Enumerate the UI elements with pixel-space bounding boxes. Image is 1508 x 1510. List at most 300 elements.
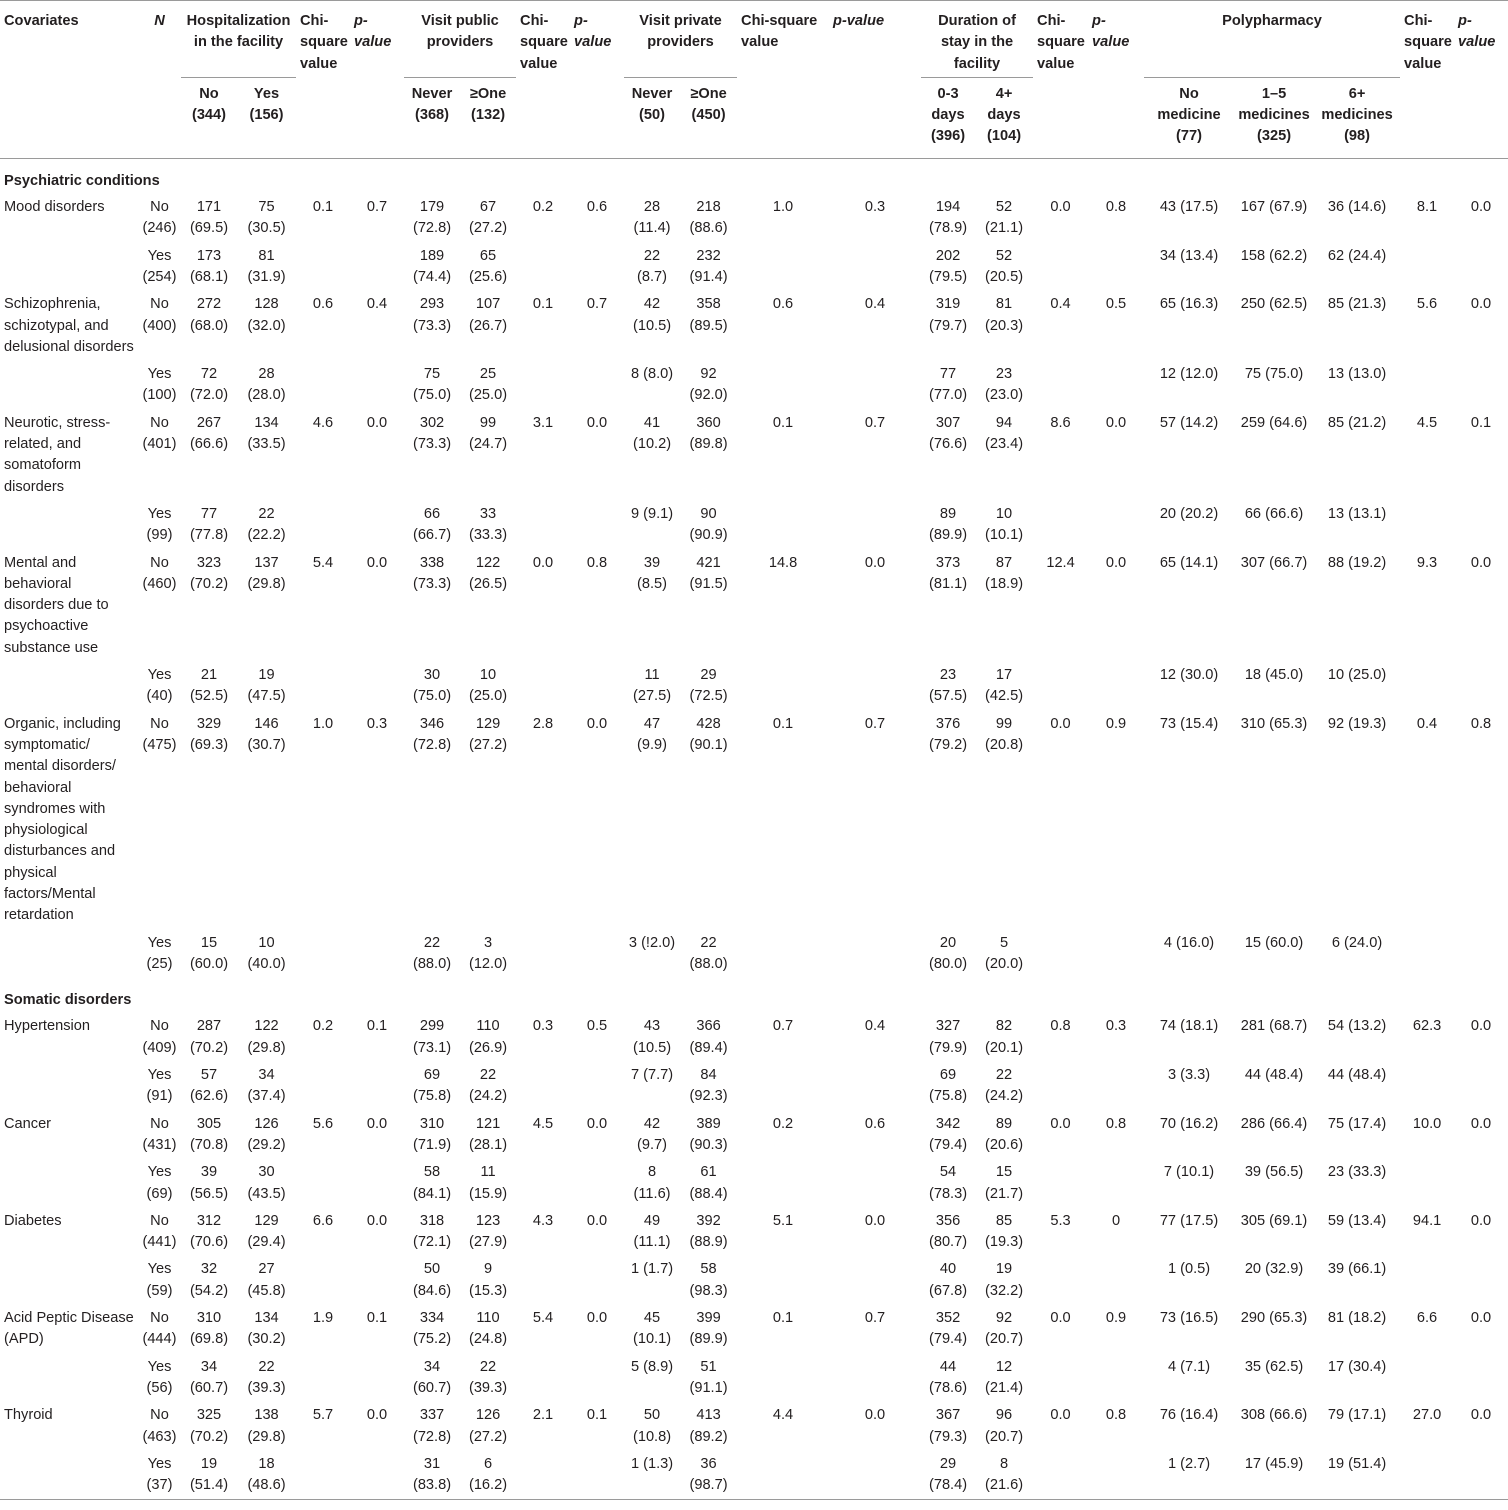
- table-cell: [516, 1451, 570, 1500]
- table-cell: 77 (77.8): [189, 505, 229, 544]
- table-cell: 232 (91.4): [689, 247, 728, 285]
- table-cell: 40 (67.8): [928, 1261, 968, 1299]
- table-cell: 34 (60.7): [412, 1358, 452, 1396]
- table-cell: 342 (79.4): [928, 1115, 968, 1153]
- n-cell: Yes (56): [146, 1358, 173, 1396]
- table-cell: 0.0: [1470, 1407, 1492, 1424]
- table-cell: 310 (71.9): [412, 1115, 452, 1153]
- table-cell: 310 (65.3): [1240, 715, 1308, 732]
- header-public: Visit public providers: [404, 1, 516, 78]
- table-cell: 25 (25.0): [468, 366, 508, 404]
- table-cell: 8.6: [1050, 414, 1071, 431]
- table-cell: 9 (9.1): [630, 505, 674, 522]
- table-cell: 0.0: [366, 554, 388, 571]
- table-cell: 0.0: [864, 1407, 886, 1424]
- table-cell: 10 (10.1): [984, 505, 1024, 544]
- table-cell: [570, 1354, 624, 1403]
- table-body: [0, 158, 1508, 1500]
- table-cell: [1454, 501, 1508, 550]
- table-cell: 110 (26.9): [468, 1018, 508, 1056]
- table-cell: 52 (21.1): [984, 199, 1024, 237]
- table-cell: [296, 1062, 350, 1111]
- table-cell: 0.1: [366, 1018, 388, 1035]
- table-cell: 0.1: [772, 1310, 794, 1327]
- table-cell: 293 (73.3): [412, 296, 452, 334]
- table-cell: 0.6: [586, 199, 608, 216]
- table-cell: 4.5: [1416, 414, 1438, 431]
- table-row: [0, 501, 1508, 550]
- table-cell: [829, 243, 921, 292]
- table-cell: 72 (72.0): [189, 366, 229, 404]
- header-chi-public: Chi-square value: [520, 13, 568, 72]
- table-cell: 0.0: [1470, 296, 1492, 313]
- table-cell: 2.1: [532, 1407, 554, 1424]
- table-cell: 194 (78.9): [928, 199, 968, 237]
- table-cell: 0.2: [532, 199, 554, 216]
- table-row: [0, 361, 1508, 410]
- n-cell: No (460): [142, 554, 177, 592]
- table-cell: 0.1: [586, 1407, 608, 1424]
- covariate-cell: Organic, including symptomatic/ mental disorders/ behavioral syndromes with physiological disturbances and physical factors/Mental retardation: [4, 715, 121, 924]
- table-cell: 0.0: [586, 1310, 608, 1327]
- table-cell: 126 (29.2): [247, 1115, 286, 1153]
- table-cell: [737, 1062, 829, 1111]
- table-cell: 0.0: [864, 554, 886, 571]
- table-cell: 6 (16.2): [460, 1451, 516, 1500]
- table-cell: 4.4: [772, 1407, 794, 1424]
- table-cell: 123 (27.9): [468, 1212, 508, 1251]
- header-chi-hosp: Chi-square value: [300, 13, 348, 72]
- n-cell: No (246): [142, 199, 177, 237]
- table-cell: 0.3: [366, 715, 388, 732]
- table-cell: [1088, 501, 1144, 550]
- table-cell: 30 (75.0): [412, 667, 452, 705]
- table-cell: 0.0: [1050, 1310, 1071, 1327]
- n-cell: No (401): [142, 414, 177, 453]
- table-cell: 81 (18.2): [1327, 1310, 1387, 1327]
- covariate-cell: Neurotic, stress-related, and somatoform disorders: [4, 414, 111, 495]
- table-cell: 0.4: [1050, 296, 1071, 313]
- table-cell: 85 (21.2): [1327, 414, 1387, 431]
- table-cell: 1.9: [312, 1310, 334, 1327]
- header-chi-private: Chi-square value: [741, 13, 818, 51]
- n-cell: No (431): [142, 1115, 177, 1153]
- n-cell: Yes (25): [146, 934, 173, 972]
- section-header: [0, 158, 1508, 194]
- table-cell: 61 (88.4): [689, 1164, 728, 1202]
- covariate-cell: Diabetes: [4, 1212, 62, 1229]
- table-cell: 1 (0.5): [1167, 1261, 1211, 1278]
- n-cell: No (409): [142, 1018, 177, 1056]
- table-cell: 189 (74.4): [412, 247, 452, 285]
- table-cell: 23 (23.0): [984, 366, 1024, 404]
- table-cell: 92 (19.3): [1327, 715, 1387, 732]
- covariate-cell: [0, 501, 138, 550]
- table-cell: 0.9: [1105, 1310, 1127, 1327]
- n-cell: No (463): [142, 1407, 177, 1445]
- table-cell: 15 (21.7): [984, 1164, 1024, 1202]
- table-cell: 318 (72.1): [412, 1212, 452, 1251]
- table-cell: 4.3: [532, 1212, 554, 1229]
- table-cell: 58 (84.1): [412, 1164, 452, 1202]
- table-cell: [1400, 243, 1454, 292]
- table-cell: 167 (67.9): [1240, 199, 1308, 216]
- table-cell: 29 (78.4): [921, 1451, 975, 1500]
- covariate-cell: Hypertension: [4, 1018, 90, 1035]
- table-cell: 22 (8.7): [637, 247, 668, 285]
- table-cell: [829, 930, 921, 979]
- table-cell: 22 (39.3): [468, 1358, 508, 1396]
- table-cell: 10 (25.0): [468, 667, 508, 705]
- header-duration: Duration of stay in the facility: [921, 1, 1033, 78]
- table-cell: 10 (25.0): [1327, 667, 1387, 684]
- table-cell: 34 (60.7): [189, 1358, 229, 1396]
- subheader-duration-long: 4+ days (104): [986, 85, 1022, 145]
- table-cell: 0.0: [1470, 1310, 1492, 1327]
- table-cell: 11 (27.5): [632, 667, 672, 705]
- table-cell: [1454, 1256, 1508, 1305]
- table-cell: 88 (19.2): [1327, 554, 1387, 571]
- table-cell: [1088, 1256, 1144, 1305]
- table-cell: 0.6: [772, 296, 794, 313]
- table-cell: [1033, 1354, 1088, 1403]
- n-cell: Yes (40): [146, 667, 173, 705]
- table-cell: 299 (73.1): [412, 1018, 452, 1056]
- table-cell: 1 (1.3): [624, 1451, 680, 1500]
- table-cell: 19 (32.2): [984, 1261, 1024, 1299]
- table-cell: 85 (21.3): [1327, 296, 1387, 313]
- covariate-cell: Mood disorders: [4, 199, 105, 216]
- table-cell: 0.0: [1470, 554, 1492, 571]
- table-cell: [1400, 930, 1454, 979]
- table-cell: 44 (48.4): [1327, 1067, 1387, 1084]
- table-cell: 0.0: [586, 1212, 608, 1229]
- table-cell: 218 (88.6): [689, 199, 728, 237]
- table-cell: 18 (45.0): [1244, 667, 1304, 684]
- table-cell: 65 (25.6): [468, 247, 508, 285]
- table-cell: [1088, 930, 1144, 979]
- table-cell: [296, 361, 350, 410]
- table-cell: 92 (92.0): [689, 366, 728, 404]
- table-cell: 0.3: [864, 199, 886, 216]
- table-cell: 5.3: [1050, 1212, 1071, 1229]
- n-cell: Yes (254): [142, 247, 177, 285]
- table-cell: 3 (!2.0): [628, 934, 676, 951]
- table-cell: 43 (17.5): [1159, 199, 1219, 216]
- table-cell: 0.7: [772, 1018, 794, 1035]
- section-title: Psychiatric conditions: [4, 172, 160, 189]
- table-cell: [1033, 243, 1088, 292]
- table-cell: 12 (21.4): [984, 1358, 1024, 1396]
- covariate-cell: [0, 1451, 138, 1500]
- table-cell: 89 (20.6): [984, 1115, 1024, 1153]
- table-cell: 3 (12.0): [468, 934, 508, 972]
- table-cell: [350, 930, 404, 979]
- table-cell: 12 (30.0): [1159, 667, 1219, 684]
- table-cell: 36 (14.6): [1327, 199, 1387, 216]
- table-cell: 92 (20.7): [984, 1310, 1024, 1348]
- table-cell: 58 (98.3): [689, 1261, 728, 1299]
- table-cell: [516, 361, 570, 410]
- table-cell: 0.4: [1416, 715, 1438, 732]
- table-cell: [829, 1354, 921, 1403]
- table-cell: [1400, 1159, 1454, 1208]
- table-cell: 5 (20.0): [984, 934, 1024, 972]
- table-cell: 1 (1.7): [630, 1261, 674, 1278]
- section-title: Somatic disorders: [4, 992, 132, 1009]
- table-cell: 126 (27.2): [468, 1407, 508, 1445]
- table-cell: [737, 243, 829, 292]
- table-cell: 129 (29.4): [247, 1212, 286, 1251]
- header-p-private: p-value: [833, 13, 885, 29]
- table-cell: 158 (62.2): [1240, 247, 1308, 264]
- table-row: [0, 243, 1508, 292]
- table-cell: 171 (69.5): [189, 199, 229, 237]
- covariate-cell: Mental and behavioral disorders due to psychoactive substance use: [4, 554, 109, 656]
- table-cell: 43 (10.5): [632, 1018, 672, 1056]
- table-cell: [1033, 1062, 1088, 1111]
- table-cell: [350, 243, 404, 292]
- table-cell: [570, 930, 624, 979]
- subheader-public-never: Never (368): [411, 85, 453, 124]
- table-cell: 286 (66.4): [1240, 1115, 1308, 1132]
- covariate-cell: [0, 1062, 138, 1111]
- table-cell: 367 (79.3): [928, 1407, 968, 1445]
- n-cell: No (444): [142, 1310, 177, 1348]
- table-cell: 39 (8.5): [637, 554, 668, 592]
- table-cell: 51 (91.1): [689, 1358, 728, 1396]
- table-cell: 11 (15.9): [468, 1164, 508, 1202]
- table-cell: [829, 1159, 921, 1208]
- table-cell: 0.1: [772, 414, 794, 431]
- table-cell: 32 (54.2): [189, 1261, 229, 1299]
- table-cell: 0.0: [1470, 199, 1492, 216]
- table-cell: 2.8: [532, 715, 554, 732]
- table-cell: 20 (80.0): [928, 934, 968, 972]
- table-cell: 50 (10.8): [632, 1407, 672, 1445]
- table-cell: 3.1: [532, 414, 554, 431]
- table-cell: [1033, 1451, 1088, 1500]
- covariate-cell: [0, 930, 138, 979]
- table-cell: 376 (79.2): [928, 715, 968, 753]
- table-row: [0, 550, 1508, 662]
- table-cell: 42 (9.7): [637, 1115, 668, 1153]
- table-cell: 59 (13.4): [1327, 1212, 1387, 1229]
- table-cell: [737, 1354, 829, 1403]
- table-cell: 9.3: [1416, 554, 1438, 571]
- table-cell: 0.3: [1105, 1018, 1127, 1035]
- table-cell: 57 (14.2): [1159, 414, 1219, 431]
- table-cell: 0.2: [312, 1018, 334, 1035]
- table-cell: 0.7: [864, 1310, 886, 1327]
- table-cell: [1454, 1159, 1508, 1208]
- table-cell: 69 (75.8): [928, 1067, 968, 1105]
- table-row: [0, 1451, 1508, 1500]
- table-cell: 75 (75.0): [1244, 366, 1304, 383]
- table-cell: [350, 501, 404, 550]
- table-cell: [350, 1159, 404, 1208]
- table-cell: 84 (92.3): [689, 1067, 728, 1105]
- table-cell: 5.4: [312, 554, 334, 571]
- table-cell: 305 (70.8): [189, 1115, 229, 1153]
- table-cell: 21 (52.5): [189, 667, 229, 705]
- table-cell: [1088, 1451, 1144, 1500]
- header-p-duration: p-value: [1092, 13, 1130, 51]
- table-cell: 39 (56.5): [189, 1164, 229, 1202]
- n-cell: Yes (100): [142, 366, 177, 404]
- table-cell: 1 (2.7): [1144, 1451, 1234, 1500]
- table-cell: 0.0: [366, 1115, 388, 1132]
- covariate-cell: [0, 1354, 138, 1403]
- table-row: [0, 291, 1508, 361]
- table-cell: [350, 662, 404, 711]
- table-cell: [570, 501, 624, 550]
- table-cell: 421 (91.5): [689, 554, 728, 592]
- table-cell: [1454, 1354, 1508, 1403]
- table-cell: 39 (56.5): [1244, 1164, 1304, 1181]
- table-cell: 0.7: [864, 414, 886, 431]
- n-cell: No (441): [142, 1212, 177, 1251]
- table-cell: 7 (7.7): [630, 1067, 674, 1084]
- table-cell: 360 (89.8): [689, 414, 728, 453]
- table-cell: 0.0: [1050, 199, 1071, 216]
- table-row: [0, 930, 1508, 979]
- table-cell: 138 (29.8): [247, 1407, 286, 1445]
- table-cell: [1088, 1062, 1144, 1111]
- table-cell: 77 (17.5): [1159, 1212, 1219, 1229]
- table-cell: [737, 1451, 829, 1500]
- table-cell: 179 (72.8): [412, 199, 452, 237]
- table-row: [0, 1305, 1508, 1354]
- table-cell: [1088, 662, 1144, 711]
- table-cell: 10 (40.0): [247, 934, 286, 972]
- table-cell: 5.7: [312, 1407, 334, 1424]
- table-cell: 12.4: [1046, 554, 1075, 571]
- table-cell: 66 (66.7): [412, 505, 452, 544]
- table-cell: 75 (17.4): [1327, 1115, 1387, 1132]
- table-cell: 6 (24.0): [1331, 934, 1383, 951]
- table-cell: [737, 930, 829, 979]
- subheader-public-one: ≥One (132): [469, 85, 507, 124]
- table-cell: 0.0: [1050, 1407, 1071, 1424]
- table-cell: 99 (20.8): [984, 715, 1024, 753]
- table-cell: 0.8: [1105, 1407, 1127, 1424]
- table-cell: [296, 1354, 350, 1403]
- table-cell: 392 (88.9): [689, 1212, 728, 1251]
- table-cell: [296, 1256, 350, 1305]
- table-cell: 31 (83.8): [404, 1451, 460, 1500]
- table-cell: 28 (11.4): [633, 199, 671, 237]
- subheader-poly-none: No medicine (77): [1157, 85, 1221, 145]
- table-cell: 20 (32.9): [1244, 1261, 1304, 1278]
- table-cell: 0.1: [532, 296, 554, 313]
- table-cell: [1033, 361, 1088, 410]
- table-cell: 74 (18.1): [1159, 1018, 1219, 1035]
- table-cell: 0.4: [864, 1018, 886, 1035]
- table-cell: 14.8: [768, 554, 798, 571]
- table-cell: [1454, 930, 1508, 979]
- table-cell: 0: [1111, 1212, 1121, 1229]
- table-cell: 373 (81.1): [928, 554, 968, 592]
- table-cell: 3 (3.3): [1167, 1067, 1211, 1084]
- table-cell: 346 (72.8): [412, 715, 452, 753]
- table-cell: 329 (69.3): [189, 715, 229, 753]
- table-cell: 22 (24.2): [468, 1067, 508, 1105]
- table-cell: 0.0: [1105, 554, 1127, 571]
- table-cell: 28 (28.0): [247, 366, 286, 404]
- table-cell: 99 (24.7): [468, 414, 508, 453]
- table-cell: 0.8: [1470, 715, 1492, 732]
- table-row: [0, 1062, 1508, 1111]
- table-cell: 1.0: [312, 715, 334, 732]
- table-cell: 0.9: [1105, 715, 1127, 732]
- table-cell: 389 (90.3): [689, 1115, 728, 1153]
- table-cell: 0.0: [366, 1407, 388, 1424]
- table-cell: 0.8: [586, 554, 608, 571]
- table-row: [0, 1208, 1508, 1257]
- table-cell: 23 (57.5): [928, 667, 968, 705]
- table-cell: 44 (48.4): [1244, 1067, 1304, 1084]
- table-cell: 5.4: [532, 1310, 554, 1327]
- table-cell: 5.6: [312, 1115, 334, 1132]
- table-cell: 259 (64.6): [1240, 414, 1308, 431]
- table-cell: 0.0: [532, 554, 554, 571]
- table-cell: 4.6: [312, 414, 334, 431]
- table-cell: [296, 501, 350, 550]
- table-cell: [516, 1256, 570, 1305]
- table-cell: 87 (18.9): [984, 554, 1024, 592]
- table-cell: 0.7: [586, 296, 608, 313]
- table-cell: [1454, 1062, 1508, 1111]
- table-cell: 0.2: [772, 1115, 794, 1132]
- n-cell: No (400): [142, 296, 177, 334]
- table-cell: 34 (37.4): [247, 1067, 286, 1105]
- table-cell: 19 (51.4): [181, 1451, 237, 1500]
- table-cell: 0.8: [1050, 1018, 1071, 1035]
- table-cell: 65 (14.1): [1159, 554, 1219, 571]
- table-cell: 0.0: [1470, 1018, 1492, 1035]
- table-cell: 70 (16.2): [1159, 1115, 1219, 1132]
- header-p-hosp: p-value: [354, 13, 392, 51]
- covariate-cell: [0, 243, 138, 292]
- table-cell: 52 (20.5): [984, 247, 1024, 285]
- header-hospitalization: Hospitalization in the facility: [181, 1, 296, 78]
- table-cell: 399 (89.9): [689, 1310, 728, 1348]
- table-cell: [516, 1159, 570, 1208]
- table-cell: 0.1: [1470, 414, 1492, 431]
- table-cell: 4.5: [532, 1115, 554, 1132]
- table-cell: [296, 243, 350, 292]
- table-cell: 45 (10.1): [632, 1310, 672, 1348]
- section-header: [0, 978, 1508, 1013]
- table-cell: [829, 361, 921, 410]
- table-cell: 121 (28.1): [468, 1115, 508, 1153]
- table-cell: 325 (70.2): [189, 1407, 229, 1445]
- table-cell: 5 (8.9): [630, 1358, 674, 1375]
- table-cell: 62.3: [1412, 1018, 1442, 1035]
- table-cell: 65 (16.3): [1159, 296, 1219, 313]
- header-p-public: p-value: [574, 13, 612, 51]
- table-cell: 337 (72.8): [412, 1407, 452, 1445]
- subheader-poly-few: 1–5 medicines (325): [1238, 85, 1310, 145]
- table-cell: 13 (13.1): [1327, 505, 1387, 522]
- table-cell: 23 (33.3): [1327, 1164, 1387, 1181]
- table-cell: [1033, 501, 1088, 550]
- table-cell: [737, 1159, 829, 1208]
- table-cell: [570, 1256, 624, 1305]
- table-cell: 290 (65.3): [1240, 1310, 1308, 1327]
- table-cell: [516, 1354, 570, 1403]
